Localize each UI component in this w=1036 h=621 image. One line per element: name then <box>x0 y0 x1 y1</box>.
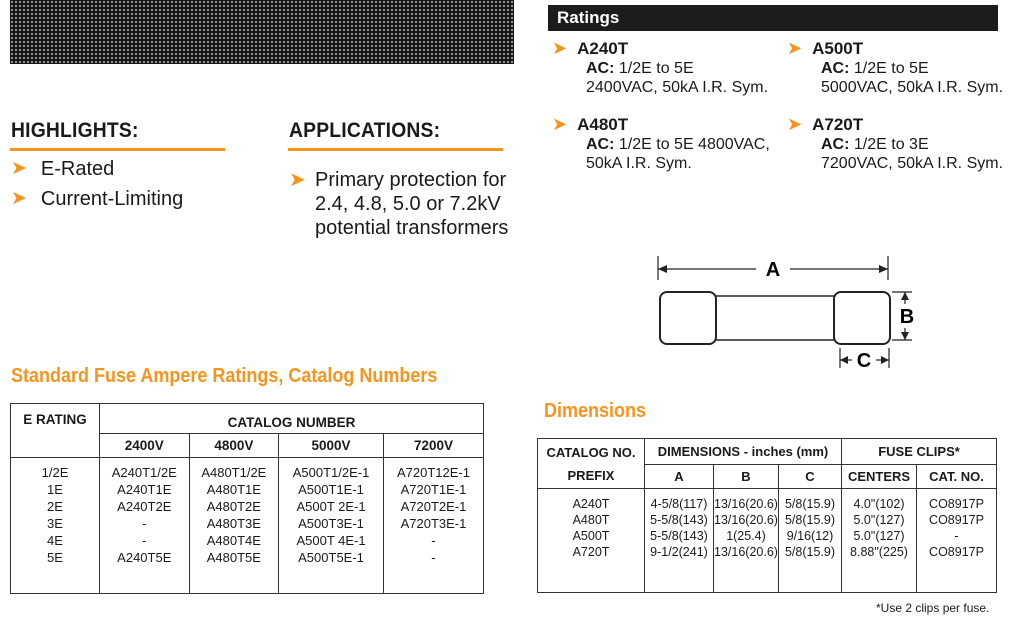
applications-text: Primary protection for 2.4, 4.8, 5.0 or 7.2kV potential transformers <box>315 169 509 239</box>
dim-a-column: 4-5/8(117) 5-5/8(143) 5-5/8(143) 9-1/2(241) <box>645 489 714 593</box>
chevron-right-icon: ➤ <box>552 38 568 58</box>
table-row <box>538 489 997 593</box>
voltage-header: 2400V <box>100 434 190 458</box>
chevron-right-icon: ➤ <box>11 158 27 179</box>
catalog-7200v-column: A720T12E-1 A720T1E-1 A720T2E-1 A720T3E-1 - - <box>383 458 483 594</box>
dim-c-header: C <box>779 465 842 489</box>
voltage-header: 4800V <box>189 434 279 458</box>
dimensions-header: DIMENSIONS - inches (mm) <box>645 439 842 465</box>
voltage-header: 7200V <box>383 434 483 458</box>
chevron-right-icon: ➤ <box>11 188 27 209</box>
dimension-c-label: C <box>856 350 872 372</box>
voltage-header: 5000V <box>279 434 384 458</box>
product-photo <box>10 0 514 64</box>
footnote: *Use 2 clips per fuse. <box>876 601 990 615</box>
chevron-right-icon: ➤ <box>787 38 803 58</box>
chevron-right-icon: ➤ <box>289 169 306 191</box>
e-rating-column: 1/2E 1E 2E 3E 4E 5E <box>11 458 100 594</box>
highlights-title: HIGHLIGHTS: <box>11 119 139 142</box>
dim-b-header: B <box>714 465 779 489</box>
list-item: ➤ E-Rated <box>11 154 183 184</box>
highlights-list <box>11 154 183 214</box>
catalog-2400v-column: A240T1/2E A240T1E A240T2E - - A240T5E <box>100 458 190 594</box>
dimensions-table <box>537 438 997 593</box>
cat-no-column: CO8917P CO8917P - CO8917P <box>917 489 997 593</box>
highlights-rule <box>10 148 225 151</box>
centers-header: CENTERS <box>842 465 917 489</box>
dim-a-header: A <box>645 465 714 489</box>
dim-c-column: 5/8(15.9) 5/8(15.9) 9/16(12) 5/8(15.9) <box>779 489 842 593</box>
centers-column: 4.0"(102) 5.0"(127) 5.0"(127) 8.88"(225) <box>842 489 917 593</box>
ratings-title: Ratings <box>548 5 998 31</box>
catalog-number-header: CATALOG NUMBER <box>100 404 484 434</box>
catalog-5000v-column: A500T1/2E-1 A500T1E-1 A500T 2E-1 A500T3E-1 A500T 4E-1 A500T5E-1 <box>279 458 384 594</box>
applications-title: APPLICATIONS: <box>289 119 441 142</box>
dimension-a-label: A <box>765 259 781 281</box>
fuse-clips-header: FUSE CLIPS* <box>842 439 997 465</box>
standard-ratings-table <box>10 403 484 594</box>
table-row <box>11 458 484 594</box>
list-item: ➤ Current-Limiting <box>11 184 183 214</box>
catalog-prefix-header: CATALOG NO. PREFIX <box>538 439 645 489</box>
cat-no-header: CAT. NO. <box>917 465 997 489</box>
rating-a500t: ➤ A500T AC: 1/2E to 5E 5000VAC, 50kA I.R. Sym. <box>787 38 1004 96</box>
dim-b-column: 13/16(20.6) 13/16(20.6) 1(25.4) 13/16(20.6) <box>714 489 779 593</box>
rating-a720t: ➤ A720T AC: 1/2E to 3E 7200VAC, 50kA I.R. Sym. <box>787 114 1004 172</box>
applications-rule <box>288 148 503 151</box>
rating-a480t: ➤ A480T AC: 1/2E to 5E 4800VAC, 50kA I.R. Sym. <box>552 114 770 172</box>
fuse-dimension-diagram <box>650 252 930 374</box>
dimensions-title: Dimensions <box>544 400 647 422</box>
prefix-column: A240T A480T A500T A720T <box>538 489 645 593</box>
standard-table-title: Standard Fuse Ampere Ratings, Catalog Numbers <box>11 365 438 387</box>
chevron-right-icon: ➤ <box>787 114 803 134</box>
catalog-4800v-column: A480T1/2E A480T1E A480T2E A480T3E A480T4E A480T5E <box>189 458 279 594</box>
rating-a240t: ➤ A240T AC: 1/2E to 5E 2400VAC, 50kA I.R. Sym. <box>552 38 769 96</box>
chevron-right-icon: ➤ <box>552 114 568 134</box>
e-rating-header: E RATING <box>11 404 100 458</box>
dimension-b-label: B <box>899 306 915 328</box>
